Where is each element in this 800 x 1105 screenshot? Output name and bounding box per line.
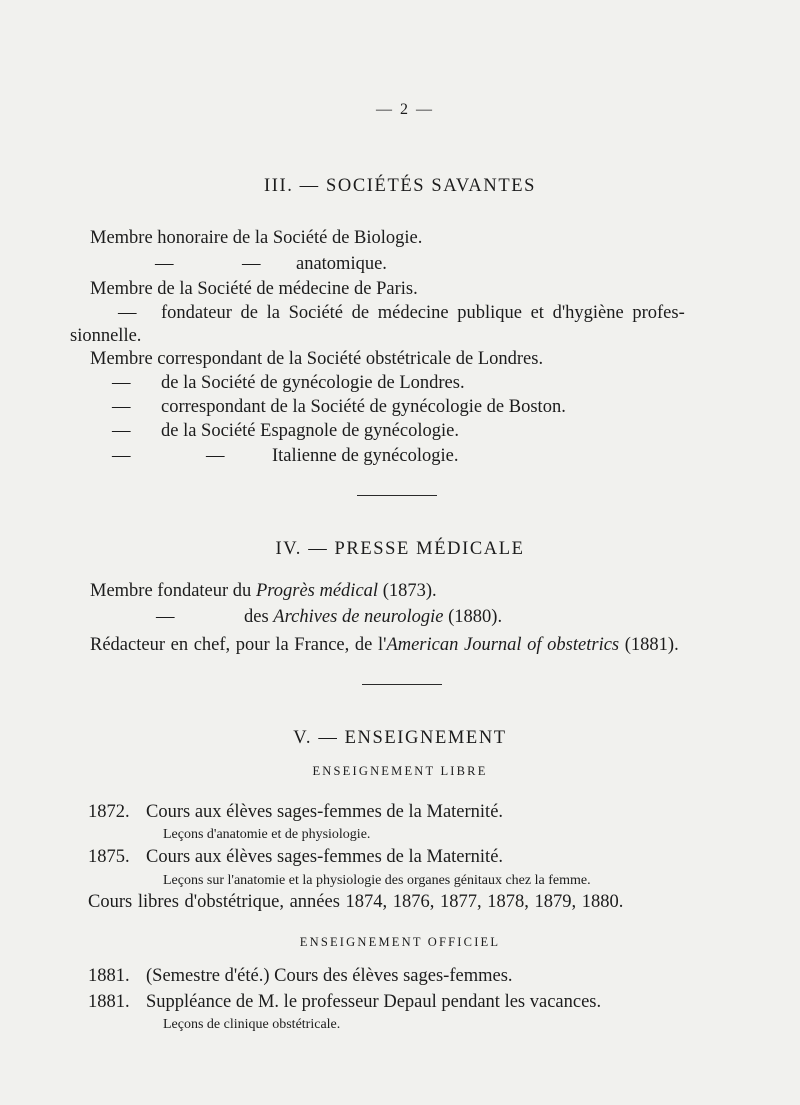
em-dash: —: [118, 303, 137, 323]
section-divider: [357, 495, 437, 496]
entry-note: Leçons sur l'anatomie et la physiologie des organes génitaux chez la femme.: [163, 873, 591, 888]
text-line: correspondant de la Société de gynécologie de Boston.: [161, 397, 566, 417]
text-line: anatomique.: [296, 254, 387, 274]
subheading-officiel: ENSEIGNEMENT OFFICIEL: [299, 935, 501, 949]
em-dash: —: [112, 373, 131, 393]
entry-note: Leçons de clinique obstétricale.: [163, 1017, 341, 1032]
text-line: Membre correspondant de la Société obstétricale de Londres.: [90, 349, 544, 369]
text-line: Italienne de gynécologie.: [272, 446, 459, 466]
em-dash: —: [112, 397, 131, 417]
text-line: Membre de la Société de médecine de Paris.: [90, 279, 418, 299]
entry-text: Cours aux élèves sages-femmes de la Maternité.: [146, 847, 504, 867]
entry-text: Suppléance de M. le professeur Depaul pendant les vacances.: [146, 992, 602, 1012]
em-dash: —: [155, 254, 174, 274]
entry-text: Cours libres d'obstétrique, années 1874, 1876, 1877, 1878, 1879, 1880.: [88, 892, 624, 912]
em-dash: —: [112, 421, 131, 441]
text-line: Membre fondateur du Progrès médical (1873).: [90, 581, 437, 601]
text-line: des Archives de neurologie (1880).: [244, 607, 503, 627]
entry-year: 1875.: [88, 847, 130, 867]
page-number: — 2 —: [376, 101, 434, 118]
text-line: fondateur de la Société de médecine publique et d'hygiène profes-: [161, 303, 685, 323]
entry-text: (Semestre d'été.) Cours des élèves sages-femmes.: [146, 966, 513, 986]
entry-year: 1872.: [88, 802, 130, 822]
em-dash: —: [156, 607, 175, 627]
section-heading-presse: IV. — PRESSE MÉDICALE: [275, 539, 525, 559]
text-line: Membre honoraire de la Société de Biologie.: [90, 228, 423, 248]
section-divider: [362, 684, 442, 685]
em-dash: —: [206, 446, 225, 466]
text-line: de la Société Espagnole de gynécologie.: [161, 421, 459, 441]
text-line: sionnelle.: [70, 326, 142, 346]
text-line: Rédacteur en chef, pour la France, de l'American Journal of obstetrics (1881).: [90, 635, 679, 655]
entry-year: 1881.: [88, 992, 130, 1012]
entry-text: Cours aux élèves sages-femmes de la Maternité.: [146, 802, 504, 822]
entry-note: Leçons d'anatomie et de physiologie.: [163, 827, 371, 842]
entry-year: 1881.: [88, 966, 130, 986]
section-heading-enseignement: V. — ENSEIGNEMENT: [293, 728, 507, 748]
em-dash: —: [112, 446, 131, 466]
subheading-libre: ENSEIGNEMENT LIBRE: [312, 764, 488, 778]
em-dash: —: [242, 254, 261, 274]
text-line: de la Société de gynécologie de Londres.: [161, 373, 465, 393]
section-heading-societes: III. — SOCIÉTÉS SAVANTES: [263, 176, 537, 196]
